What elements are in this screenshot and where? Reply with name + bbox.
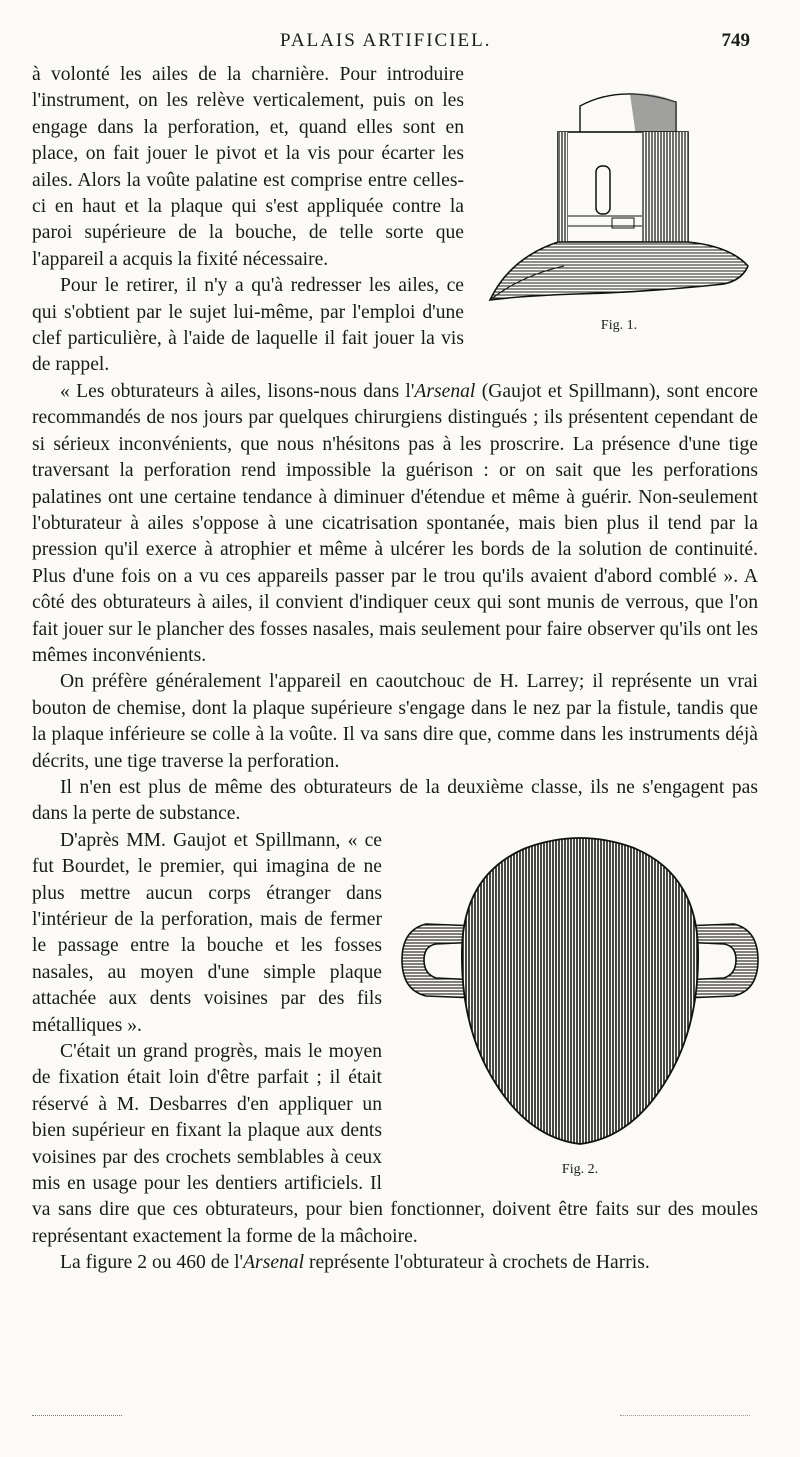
arsenal-title-2: Arsenal (243, 1252, 305, 1274)
page-header (32, 30, 750, 60)
body-text (32, 62, 758, 1277)
paragraph-7: C'était un grand progrès, mais le moyen de fixation était loin d'être parfait ; il était réservé à M. Desbarres d'en appliquer un bien supérieur en fixant la plaque aux dents voisines par des crochets semblables à ceux mis en usage pour les dentiers artificiels. Il va sans dire que ces obturateurs, pour bien fonctionner, doivent être faits sur des moules représentant exactement la forme de la mâchoire. (32, 1041, 758, 1247)
footer-rule-left (32, 1415, 122, 1416)
winged-obturator-illustration (480, 66, 758, 314)
paragraph-6: D'après MM. Gaujot et Spillmann, « ce fut Bourdet, le premier, qui imagina de ne plus mettre aucun corps étranger dans l'intérieur de la perforation, mais de fermer le passage entre la bouche et les fosses nasales, au moyen d'une simple plaque attachée aux dents voisines par des fils métalliques ». (32, 829, 382, 1036)
paragraph-3-start: « Les obturateurs à ailes, lisons-nous dans l' (60, 380, 415, 402)
paragraph-8-rest: représente l'obturateur à crochets de Harris. (304, 1252, 650, 1274)
footer-rule-right (620, 1415, 750, 1416)
running-title: PALAIS ARTIFICIEL. (280, 30, 492, 51)
paragraph-8 (32, 1250, 758, 1276)
paragraph-1: à volonté les ailes de la charnière. Pour introduire l'instrument, on les relève verticalement, puis on les engage dans la perforation, et, quand elles sont en place, on fait jouer le pivot et la vis pour écarter les ailes. Alors la voûte palatine est comprise entre celles-ci en haut et la plaque qui s'est appliquée contre la paroi supérieure de la bouche, de telle sorte que l'appareil a acquis la fixité nécessaire. (32, 64, 464, 270)
paragraph-3 (32, 379, 758, 669)
figure-2-caption: Fig. 2. (561, 1161, 599, 1177)
paragraph-8-start: La figure 2 ou 460 de l' (60, 1252, 244, 1274)
figure-1-caption: Fig. 1. (600, 318, 638, 333)
figure-2 (396, 828, 764, 1178)
figure-1 (480, 66, 758, 334)
paragraph-2: Pour le retirer, il n'y a qu'à redresser les ailes, ce qui s'obtient par le sujet lui-même, par l'emploi d'une clef particulière, à l'aide de laquelle il fait jouer la vis de rappel. (32, 275, 464, 376)
arsenal-title-1: Arsenal (414, 380, 476, 402)
paragraph-3-rest: (Gaujot et Spillmann), sont encore recommandés de nos jours par quelques chirurgiens distingués ; ils présentent cependant de si sérieux inconvénients, que nous n'hésitons pas à les proscrire. La présence d'une tige traversant la perforation rend impossible la guérison : or on sait que les perforations palatines ont une certaine tendance à diminuer d'étendue et même à guérir. Non-seulement l'obturateur à ailes s'oppose à une cicatrisation spontanée, mais bien plus il tend par la pression qu'il exerce à atrophier et même à ulcérer les bords de la solution de continuité. Plus d'une fois on a vu ces appareils passer par le trou qu'ils avaient d'abord comblé ». A côté des obturateurs à ailes, il convient d'indiquer ceux qui sont munis de verrous, que l'on fait jouer sur le plancher des fosses nasales, mais seulement pour faire observer qu'ils ont les mêmes inconvénients. (32, 380, 758, 666)
paragraph-5: Il n'en est plus de même des obturateurs de la deuxième classe, ils ne s'engagent pas dans la perte de substance. (32, 776, 758, 825)
harris-hook-obturator-illustration (396, 828, 764, 1158)
paragraph-4: On préfère généralement l'appareil en caoutchouc de H. Larrey; il représente un vrai bouton de chemise, dont la plaque supérieure s'engage dans le nez par la fistule, tandis que la plaque inférieure se colle à la voûte. Il va sans dire que, comme dans les instruments déjà décrits, une tige traverse la perforation. (32, 671, 758, 772)
page-number: 749 (721, 30, 750, 51)
